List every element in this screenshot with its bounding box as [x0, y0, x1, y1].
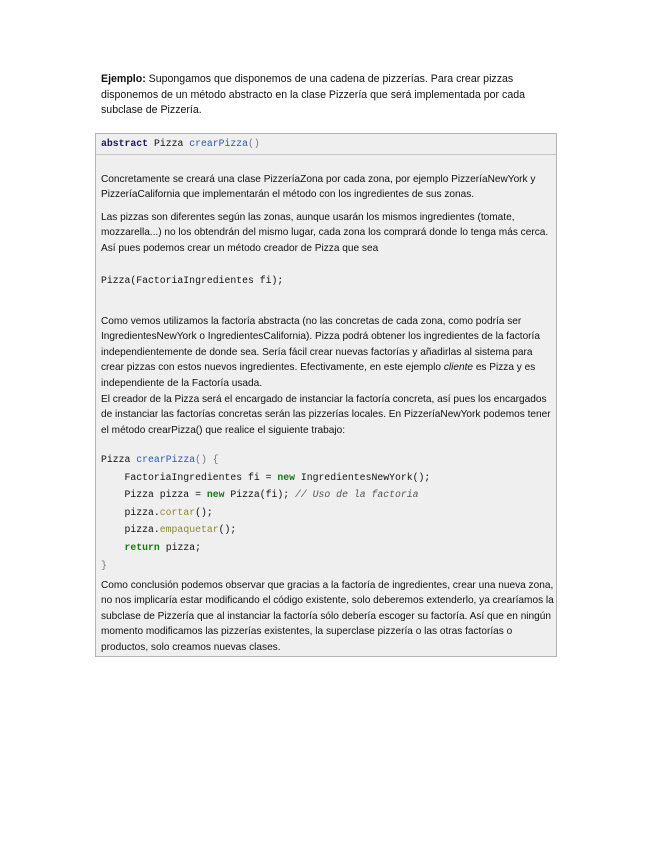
abstract-method-code: [96, 134, 556, 155]
cliente-italic: cliente: [443, 362, 474, 374]
paragraph-abstract-factory: [101, 314, 556, 391]
code-text: pizza.: [101, 524, 160, 536]
abstract-keyword: abstract: [101, 138, 149, 149]
code-line-return: [101, 539, 430, 557]
code-text: IngredientesNewYork();: [295, 471, 431, 483]
return-keyword: return: [124, 541, 160, 553]
paragraph-abstract-factory-text: Como vemos utilizamos la factoría abstracta (no las concretas de cada zona, como podría ser IngredientesNewYork o IngredientesCalifornia). Pizza podrá obtener los ingredientes de la factoría independientemente de donde sea. Sería fácil crear nuevas factorías y añadirlas al sistema para crear pizzas con estos nuevos ingredientes. Efectivamente, en este ejemplo: [101, 316, 540, 374]
intro-text: Supongamos que disponemos de una cadena de pizzerías. Para crear pizzas disponemos de un método abstracto en la clase Pizzería que será implementada por cada subclase de Pizzería.: [101, 73, 525, 116]
code-text: Pizza(fi);: [224, 489, 296, 501]
code-text: Pizza pizza =: [101, 489, 207, 501]
paragraph-creator: El creador de la Pizza será el encargado de instanciar la factoría concreta, así pues los encargados de instanciar las factorías concretas serán las pizzerías locales. En PizzeríaNewYork podemos tener el método crearPizza() que realice el siguiente trabajo:: [101, 394, 551, 436]
cortar-method: cortar: [159, 506, 196, 518]
code-text: pizza.: [101, 506, 160, 518]
constructor-code: Pizza(FactoriaIngredientes fi);: [101, 275, 284, 286]
paragraph-zones: Concretamente se creará una clase PizzeríaZona por cada zona, por ejemplo PizzeríaNewYork y PizzeríaCalifornia que implementarán el método con los ingredientes de sus zonas.: [101, 174, 536, 201]
code-line-cortar: [101, 504, 430, 522]
code-comment: // Uso de la factoria: [295, 489, 419, 501]
code-line-empaquetar: [101, 521, 430, 539]
code-text: ();: [195, 506, 213, 518]
code-text: ();: [218, 524, 237, 536]
new-keyword: new: [277, 471, 296, 483]
code-line-factory: [101, 469, 430, 487]
code-line-pizza: [101, 486, 430, 504]
method-name: crearPizza: [189, 138, 249, 149]
code-signature-rest: () {: [195, 454, 219, 465]
code-line-signature: [101, 451, 430, 469]
paragraph-conclusion: Como conclusión podemos observar que gracias a la factoría de ingredientes, crear una nueva zona, no nos implicaría estar modificando el código existente, solo deberemos extenderlo, ya crearíamos la subclase de Pizzería que al instanciar la factoría sólo debería escoger su factoría. Así que en ningún momento modificamos las pizzerías existentes, la superclase pizzería o las otras factorías o productos, solo creamos nuevas clases.: [101, 580, 554, 653]
paragraph-ingredients: Las pizzas son diferentes según las zonas, aunque usarán los mismos ingredientes (tomate, mozzarella...) no los obtendrán del mismo lugar, cada zona los comprará donde lo tenga más cerca. Así pues podemos crear un método creador de Pizza que sea: [101, 212, 549, 254]
code-method-name: crearPizza: [136, 454, 196, 465]
code-text: pizza;: [159, 541, 201, 553]
code-text: FactoriaIngredientes fi =: [101, 471, 278, 483]
paragraph-abstract-factory-end: es Pizza y es independiente de la Factoría usada.: [101, 362, 536, 389]
method-parens: (): [248, 138, 260, 149]
code-line-close: }: [101, 559, 107, 571]
content-box: [95, 133, 557, 657]
intro-paragraph: [101, 72, 561, 119]
example-label: Ejemplo:: [101, 73, 146, 85]
code-type: Pizza: [101, 454, 131, 465]
return-type: Pizza: [153, 138, 184, 149]
empaquetar-method: empaquetar: [159, 524, 219, 536]
crear-pizza-code: [101, 451, 430, 574]
new-keyword: new: [206, 489, 225, 501]
